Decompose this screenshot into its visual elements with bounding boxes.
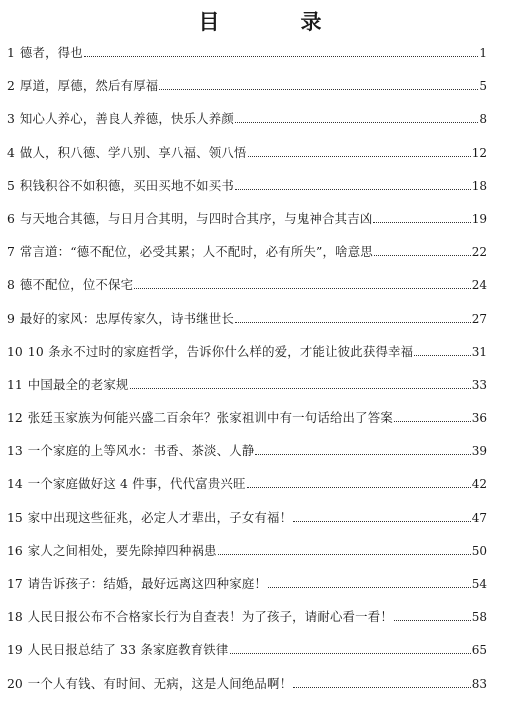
dot-leader <box>235 188 471 190</box>
dot-leader <box>268 586 471 588</box>
entry-number: 11 <box>7 376 23 392</box>
entry-title: 最好的家风：忠厚传家久，诗书继世长 <box>19 310 234 326</box>
toc-entry[interactable] <box>7 408 487 441</box>
entry-page-number: 24 <box>471 278 487 293</box>
entry-number: 20 <box>7 675 23 691</box>
entry-number: 4 <box>7 144 15 160</box>
toc-entry[interactable] <box>7 574 487 607</box>
entry-page-number: 58 <box>471 610 487 625</box>
dot-leader <box>159 88 478 90</box>
toc-entry[interactable] <box>7 43 487 76</box>
table-of-contents <box>7 43 487 707</box>
entry-title: 人民日报公布不合格家长行为自查表！为了孩子，请耐心看一看！ <box>27 609 393 625</box>
entry-page-number: 19 <box>471 211 487 226</box>
toc-entry[interactable] <box>7 441 487 474</box>
entry-page-number: 65 <box>471 643 487 658</box>
dot-leader <box>235 121 478 123</box>
toc-entry[interactable] <box>7 640 487 673</box>
entry-title: 常言道：“德不配位，必受其累；人不配时，必有所失”，啥意思 <box>19 244 373 260</box>
entry-title: 一个人有钱、有时间、无病，这是人间绝品啊！ <box>27 675 293 691</box>
toc-entry[interactable] <box>7 76 487 109</box>
entry-page-number: 83 <box>471 676 487 691</box>
entry-title: 请告诉孩子：结婚，最好远离这四种家庭！ <box>27 576 268 591</box>
entry-number: 14 <box>7 476 23 492</box>
entry-number: 7 <box>7 244 15 260</box>
entry-number: 16 <box>7 542 23 558</box>
entry-number: 12 <box>7 410 23 426</box>
toc-entry[interactable] <box>7 541 487 574</box>
toc-entry[interactable] <box>7 309 487 342</box>
dot-leader <box>230 652 471 654</box>
entry-title: 中国最全的老家规 <box>27 376 129 392</box>
entry-page-number: 18 <box>471 178 487 193</box>
dot-leader <box>374 254 471 256</box>
entry-title: 一个家庭的上等风水：书香、茶淡、人静 <box>27 443 255 459</box>
entry-page-number: 54 <box>471 577 487 591</box>
toc-entry[interactable] <box>7 474 487 507</box>
entry-title: 人民日报总结了 33 条家庭教育铁律 <box>27 642 229 658</box>
dot-leader <box>84 55 479 57</box>
toc-entry[interactable] <box>7 109 487 142</box>
dot-leader <box>293 520 471 522</box>
entry-title: 德不配位，位不保宅 <box>19 277 134 293</box>
entry-page-number: 36 <box>471 411 487 426</box>
entry-title: 10 条永不过时的家庭哲学，告诉你什么样的爱，才能让彼此获得幸福 <box>27 343 414 359</box>
dot-leader <box>394 420 471 422</box>
entry-number: 9 <box>7 310 15 326</box>
entry-page-number: 50 <box>471 543 487 558</box>
entry-title: 知心人养心，善良人养德，快乐人养颜 <box>19 111 234 127</box>
entry-title: 家人之间相处，要先除掉四种祸患 <box>27 542 217 558</box>
toc-entry[interactable] <box>7 342 487 375</box>
entry-page-number: 47 <box>471 510 487 525</box>
dot-leader <box>293 686 471 688</box>
dot-leader <box>247 486 471 488</box>
entry-number: 10 <box>7 343 23 359</box>
entry-title: 厚道，厚德，然后有厚福 <box>19 78 159 94</box>
entry-title: 家中出现这些征兆，必定人才辈出，子女有福！ <box>27 509 293 525</box>
toc-entry[interactable] <box>7 209 487 242</box>
entry-number: 17 <box>7 576 23 591</box>
dot-leader <box>235 321 471 323</box>
toc-entry[interactable] <box>7 508 487 541</box>
entry-number: 15 <box>7 509 23 525</box>
toc-entry[interactable] <box>7 674 487 707</box>
dot-leader <box>248 155 471 157</box>
toc-entry[interactable] <box>7 375 487 408</box>
entry-page-number: 27 <box>471 311 487 326</box>
entry-number: 2 <box>7 78 15 94</box>
entry-page-number: 39 <box>471 444 487 459</box>
entry-title: 德者，得也 <box>19 45 83 60</box>
entry-title: 与天地合其德，与日月合其明，与四时合其序，与鬼神合其吉凶 <box>19 210 373 226</box>
entry-page-number: 1 <box>479 46 487 60</box>
entry-number: 6 <box>7 210 15 226</box>
toc-entry[interactable] <box>7 275 487 308</box>
entry-page-number: 22 <box>471 245 487 260</box>
entry-page-number: 5 <box>479 79 487 94</box>
toc-entry[interactable] <box>7 143 487 176</box>
entry-page-number: 12 <box>471 145 487 160</box>
entry-number: 18 <box>7 609 23 625</box>
entry-title: 做人，积八德、学八别、享八福、领八悟 <box>19 144 247 160</box>
toc-entry[interactable] <box>7 176 487 209</box>
dot-leader <box>373 221 470 223</box>
entry-title: 积钱积谷不如积德，买田买地不如买书 <box>19 177 234 193</box>
toc-entry[interactable] <box>7 242 487 275</box>
entry-title: 一个家庭做好这 4 件事，代代富贵兴旺 <box>27 476 246 492</box>
dot-leader <box>394 619 471 621</box>
dot-leader <box>134 287 471 289</box>
entry-page-number: 8 <box>479 112 487 127</box>
dot-leader <box>218 553 471 555</box>
entry-number: 1 <box>7 45 15 60</box>
entry-number: 3 <box>7 111 15 127</box>
entry-number: 5 <box>7 177 15 193</box>
dot-leader <box>414 354 471 356</box>
dot-leader <box>255 453 470 455</box>
entry-title: 张廷玉家族为何能兴盛二百余年？张家祖训中有一句话给出了答案 <box>27 410 393 426</box>
entry-number: 13 <box>7 443 23 459</box>
entry-page-number: 31 <box>471 344 487 359</box>
page-title: 目 录 <box>198 9 352 34</box>
entry-page-number: 33 <box>471 377 487 392</box>
entry-number: 8 <box>7 277 15 293</box>
toc-entry[interactable] <box>7 607 487 640</box>
dot-leader <box>130 387 471 389</box>
entry-page-number: 42 <box>471 477 487 492</box>
entry-number: 19 <box>7 642 23 658</box>
